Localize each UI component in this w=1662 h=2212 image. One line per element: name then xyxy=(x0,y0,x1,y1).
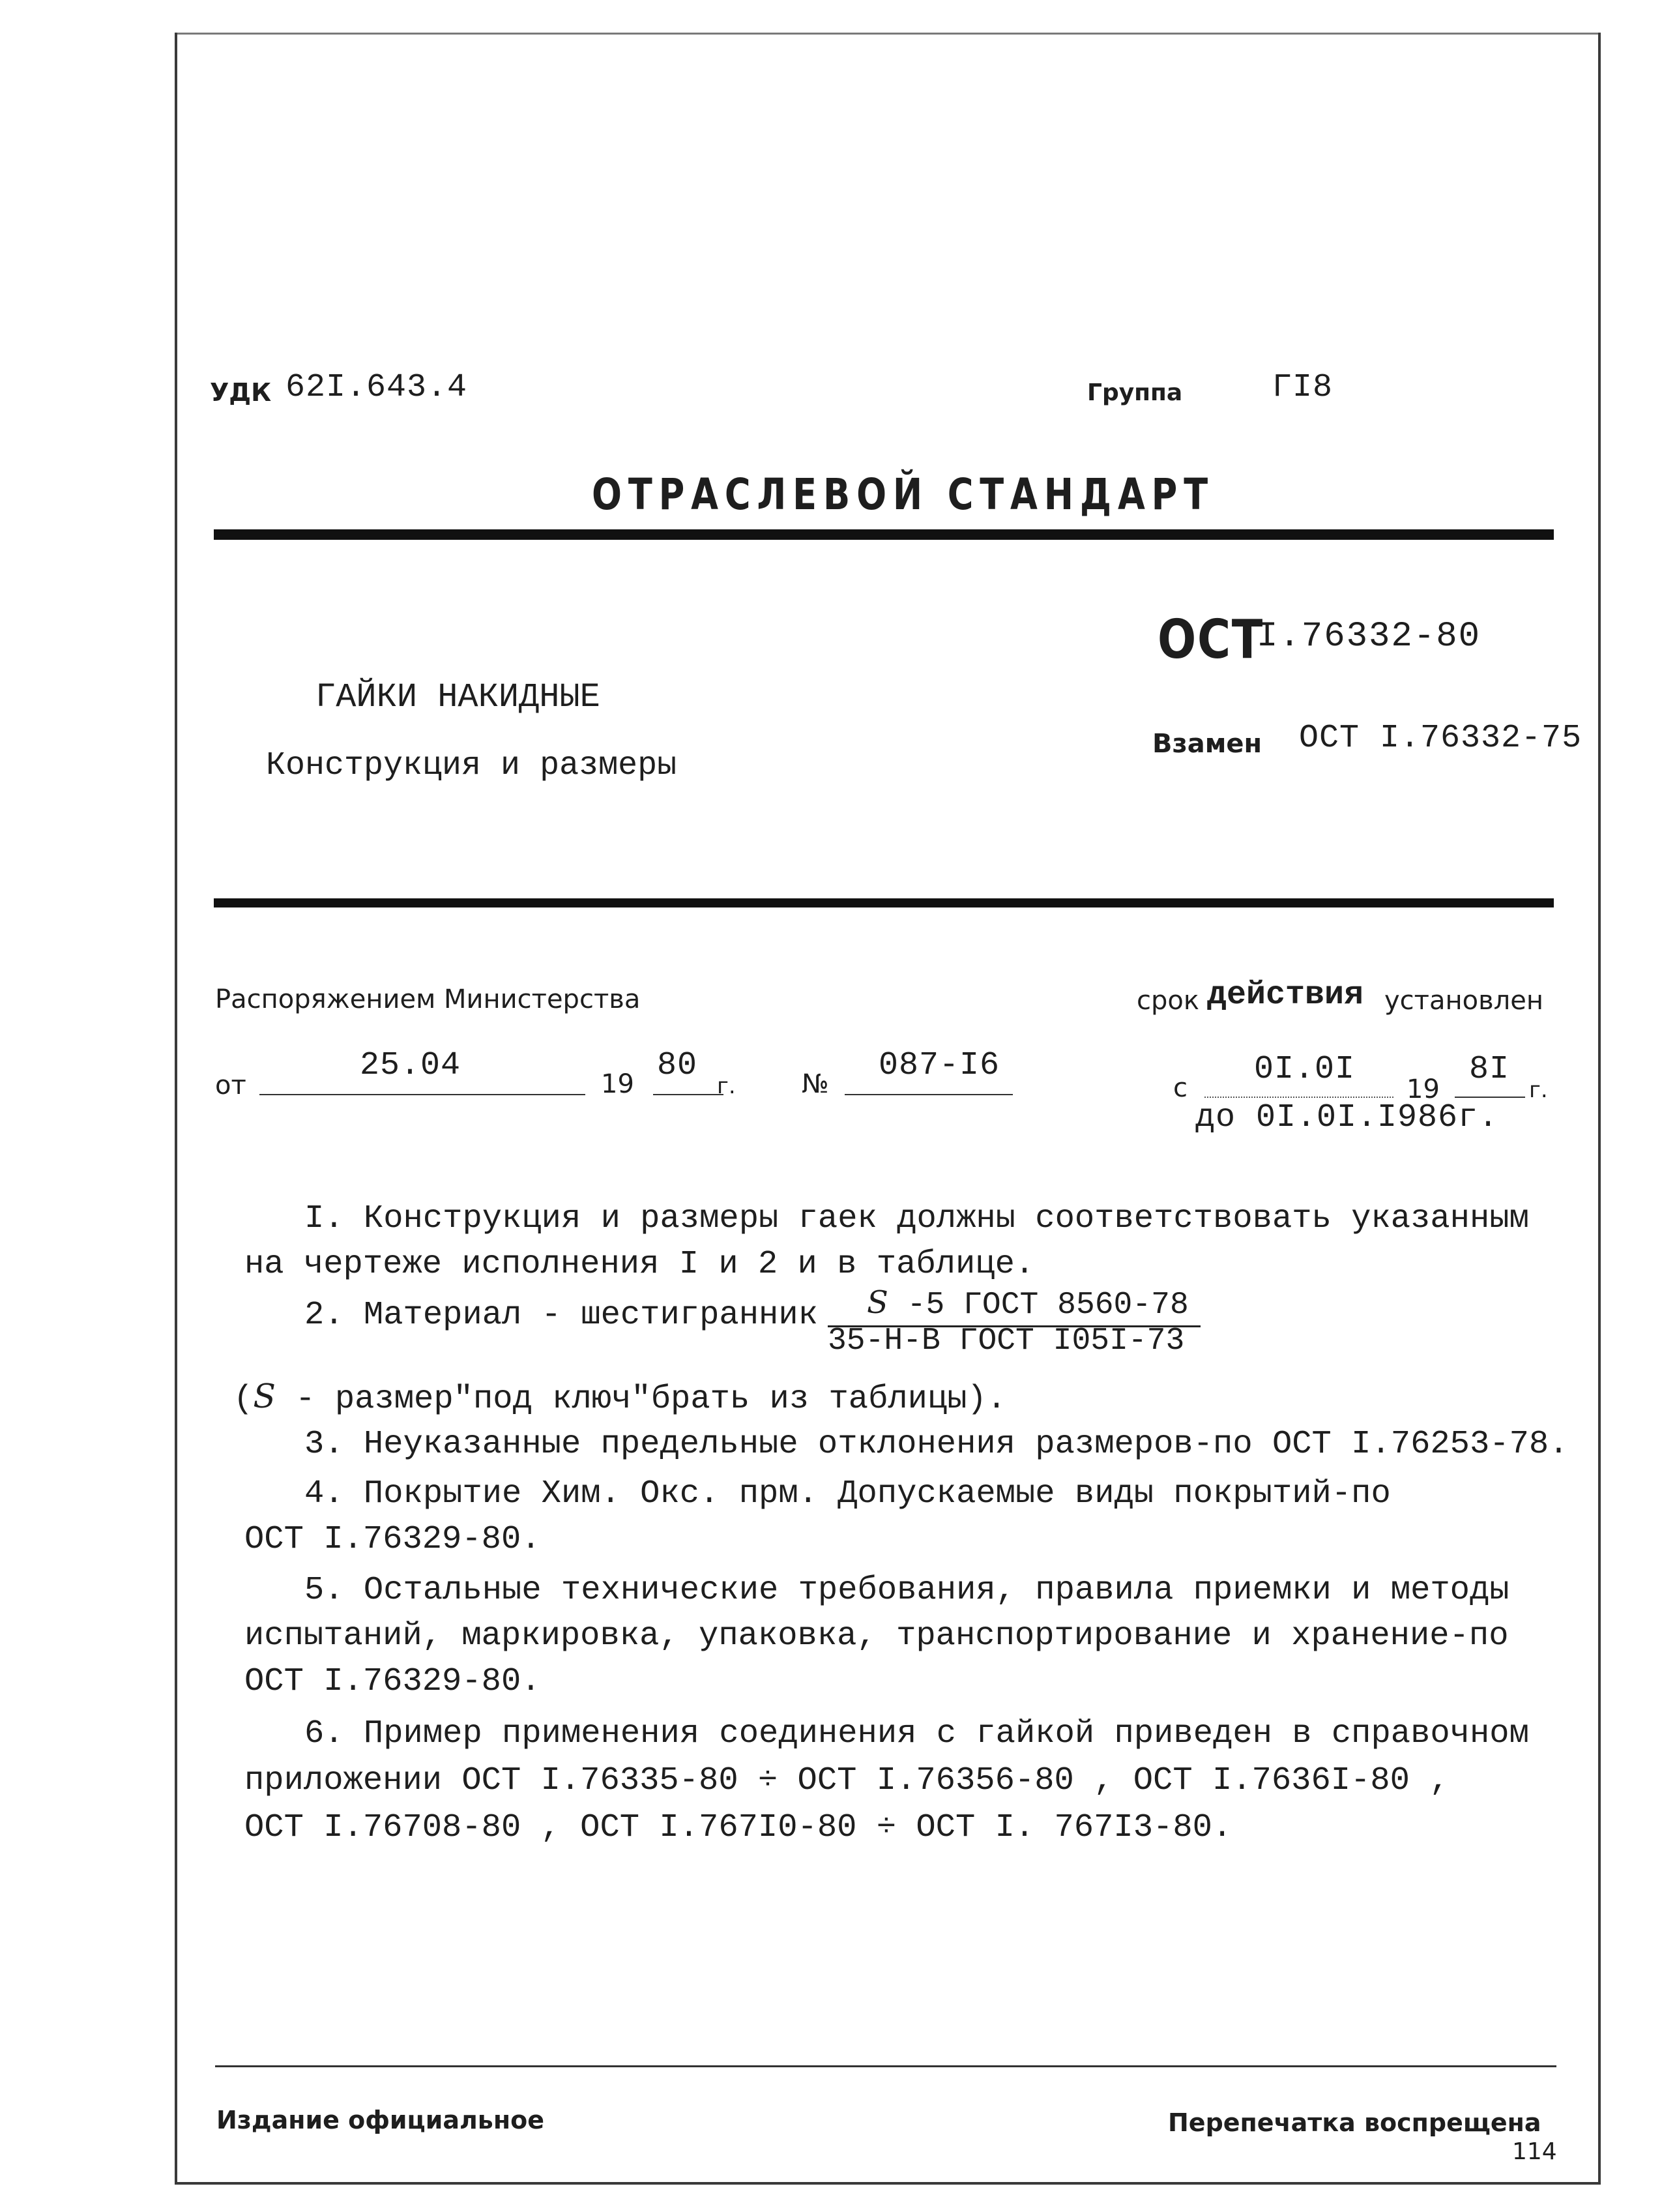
order-number-label: № xyxy=(802,1069,829,1099)
clause-5-line-2: испытаний, маркировка, упаковка, транспортирование и хранение-по xyxy=(244,1617,1509,1655)
paren-open: ( xyxy=(233,1381,254,1418)
validity-from-underline xyxy=(1204,1097,1393,1098)
clause-1-line-1: I. Конструкция и размеры гаек должны соответствовать указанным xyxy=(304,1200,1529,1237)
title-rule xyxy=(214,898,1554,907)
order-date-underline xyxy=(259,1094,585,1095)
clause-1-line-2: на чертеже исполнения I и 2 и в таблице. xyxy=(244,1246,1035,1283)
banner-title: ОТРАСЛЕВОЙ СТАНДАРТ xyxy=(592,469,1214,520)
replaces-value: ОСТ I.76332-75 xyxy=(1299,720,1582,757)
ministry-order-label: Распоряжением Министерства xyxy=(215,984,641,1014)
page-frame-left xyxy=(175,33,177,2184)
page-frame-bottom xyxy=(175,2182,1601,2185)
material-fraction-denominator: 35-Н-В ГОСТ I05I-73 xyxy=(828,1323,1185,1359)
banner-rule xyxy=(214,529,1554,540)
validity-label-pre: срок xyxy=(1137,986,1200,1016)
clause-4-line-2: ОСТ I.76329-80. xyxy=(244,1521,541,1558)
footer-official-edition: Издание официальное xyxy=(216,2106,544,2134)
order-year-value: 80 xyxy=(657,1047,698,1084)
replaces-label: Взамен xyxy=(1152,729,1262,759)
page-frame-top xyxy=(175,33,1601,35)
ost-label: ОСТ xyxy=(1158,609,1264,671)
udk-value: 62I.643.4 xyxy=(285,369,468,406)
document-subtitle: Конструкция и размеры xyxy=(266,747,677,784)
clause-6-line-3: ОСТ I.76708-80 , ОСТ I.767I0-80 ÷ ОСТ I. 767I3-80. xyxy=(244,1809,1232,1846)
validity-year-value: 8I xyxy=(1469,1051,1510,1088)
order-year-suffix: г. xyxy=(717,1073,736,1099)
order-number-underline xyxy=(845,1094,1013,1095)
s-symbol-inline: S xyxy=(253,1377,276,1415)
validity-label-post: установлен xyxy=(1384,986,1544,1016)
clause-6-line-1: 6. Пример применения соединения с гайкой приведен в справочном xyxy=(304,1715,1529,1752)
document-title: ГАЙКИ НАКИДНЫЕ xyxy=(315,678,600,716)
footer-rule xyxy=(215,2065,1556,2067)
order-date: 25.04 xyxy=(360,1047,461,1084)
clause-2-line-3-text: - размер"под ключ"брать из таблицы). xyxy=(275,1381,1007,1418)
validity-year-underline xyxy=(1455,1097,1525,1098)
clause-5-line-3: ОСТ I.76329-80. xyxy=(244,1663,541,1700)
group-label: Группа xyxy=(1087,379,1183,406)
material-fraction-numerator xyxy=(867,1284,1189,1323)
validity-label-typed: действия xyxy=(1207,977,1364,1014)
clause-2-prefix: 2. Материал - шестигранник xyxy=(304,1297,818,1334)
validity-from-date: 0I.0I xyxy=(1254,1051,1356,1088)
validity-year-suffix: г. xyxy=(1529,1077,1548,1103)
material-fraction-numerator-text: -5 ГОСТ 8560-78 xyxy=(888,1288,1189,1323)
clause-6-line-2: приложении ОСТ I.76335-80 ÷ ОСТ I.76356-80 , ОСТ I.7636I-80 , xyxy=(244,1762,1450,1799)
s-symbol: S xyxy=(867,1284,888,1321)
order-year-underline xyxy=(653,1094,723,1095)
page-frame-right xyxy=(1598,33,1601,2184)
clause-4-line-1: 4. Покрытие Хим. Окс. прм. Допускаемые виды покрытий-по xyxy=(304,1475,1391,1512)
validity-from-label: с xyxy=(1173,1073,1188,1103)
footer-reprint-prohibited: Перепечатка воспрещена xyxy=(1168,2108,1541,2137)
validity-year-prefix: 19 xyxy=(1407,1074,1440,1104)
clause-5-line-1: 5. Остальные технические требования, правила приемки и методы xyxy=(304,1572,1509,1609)
order-number-value: 087-I6 xyxy=(879,1047,1000,1084)
order-year-prefix: 19 xyxy=(601,1069,634,1099)
page-number: 114 xyxy=(1512,2138,1557,2165)
validity-until: до 0I.0I.I986г. xyxy=(1195,1099,1499,1136)
clause-3: 3. Неуказанные предельные отклонения размеров-по ОСТ I.76253-78. xyxy=(304,1426,1569,1463)
group-value: ГI8 xyxy=(1272,369,1334,406)
ost-number: I.76332-80 xyxy=(1257,617,1481,656)
order-from-label: от xyxy=(215,1070,246,1100)
udk-label: УДК xyxy=(210,378,272,407)
clause-2-line-3 xyxy=(233,1377,1006,1419)
